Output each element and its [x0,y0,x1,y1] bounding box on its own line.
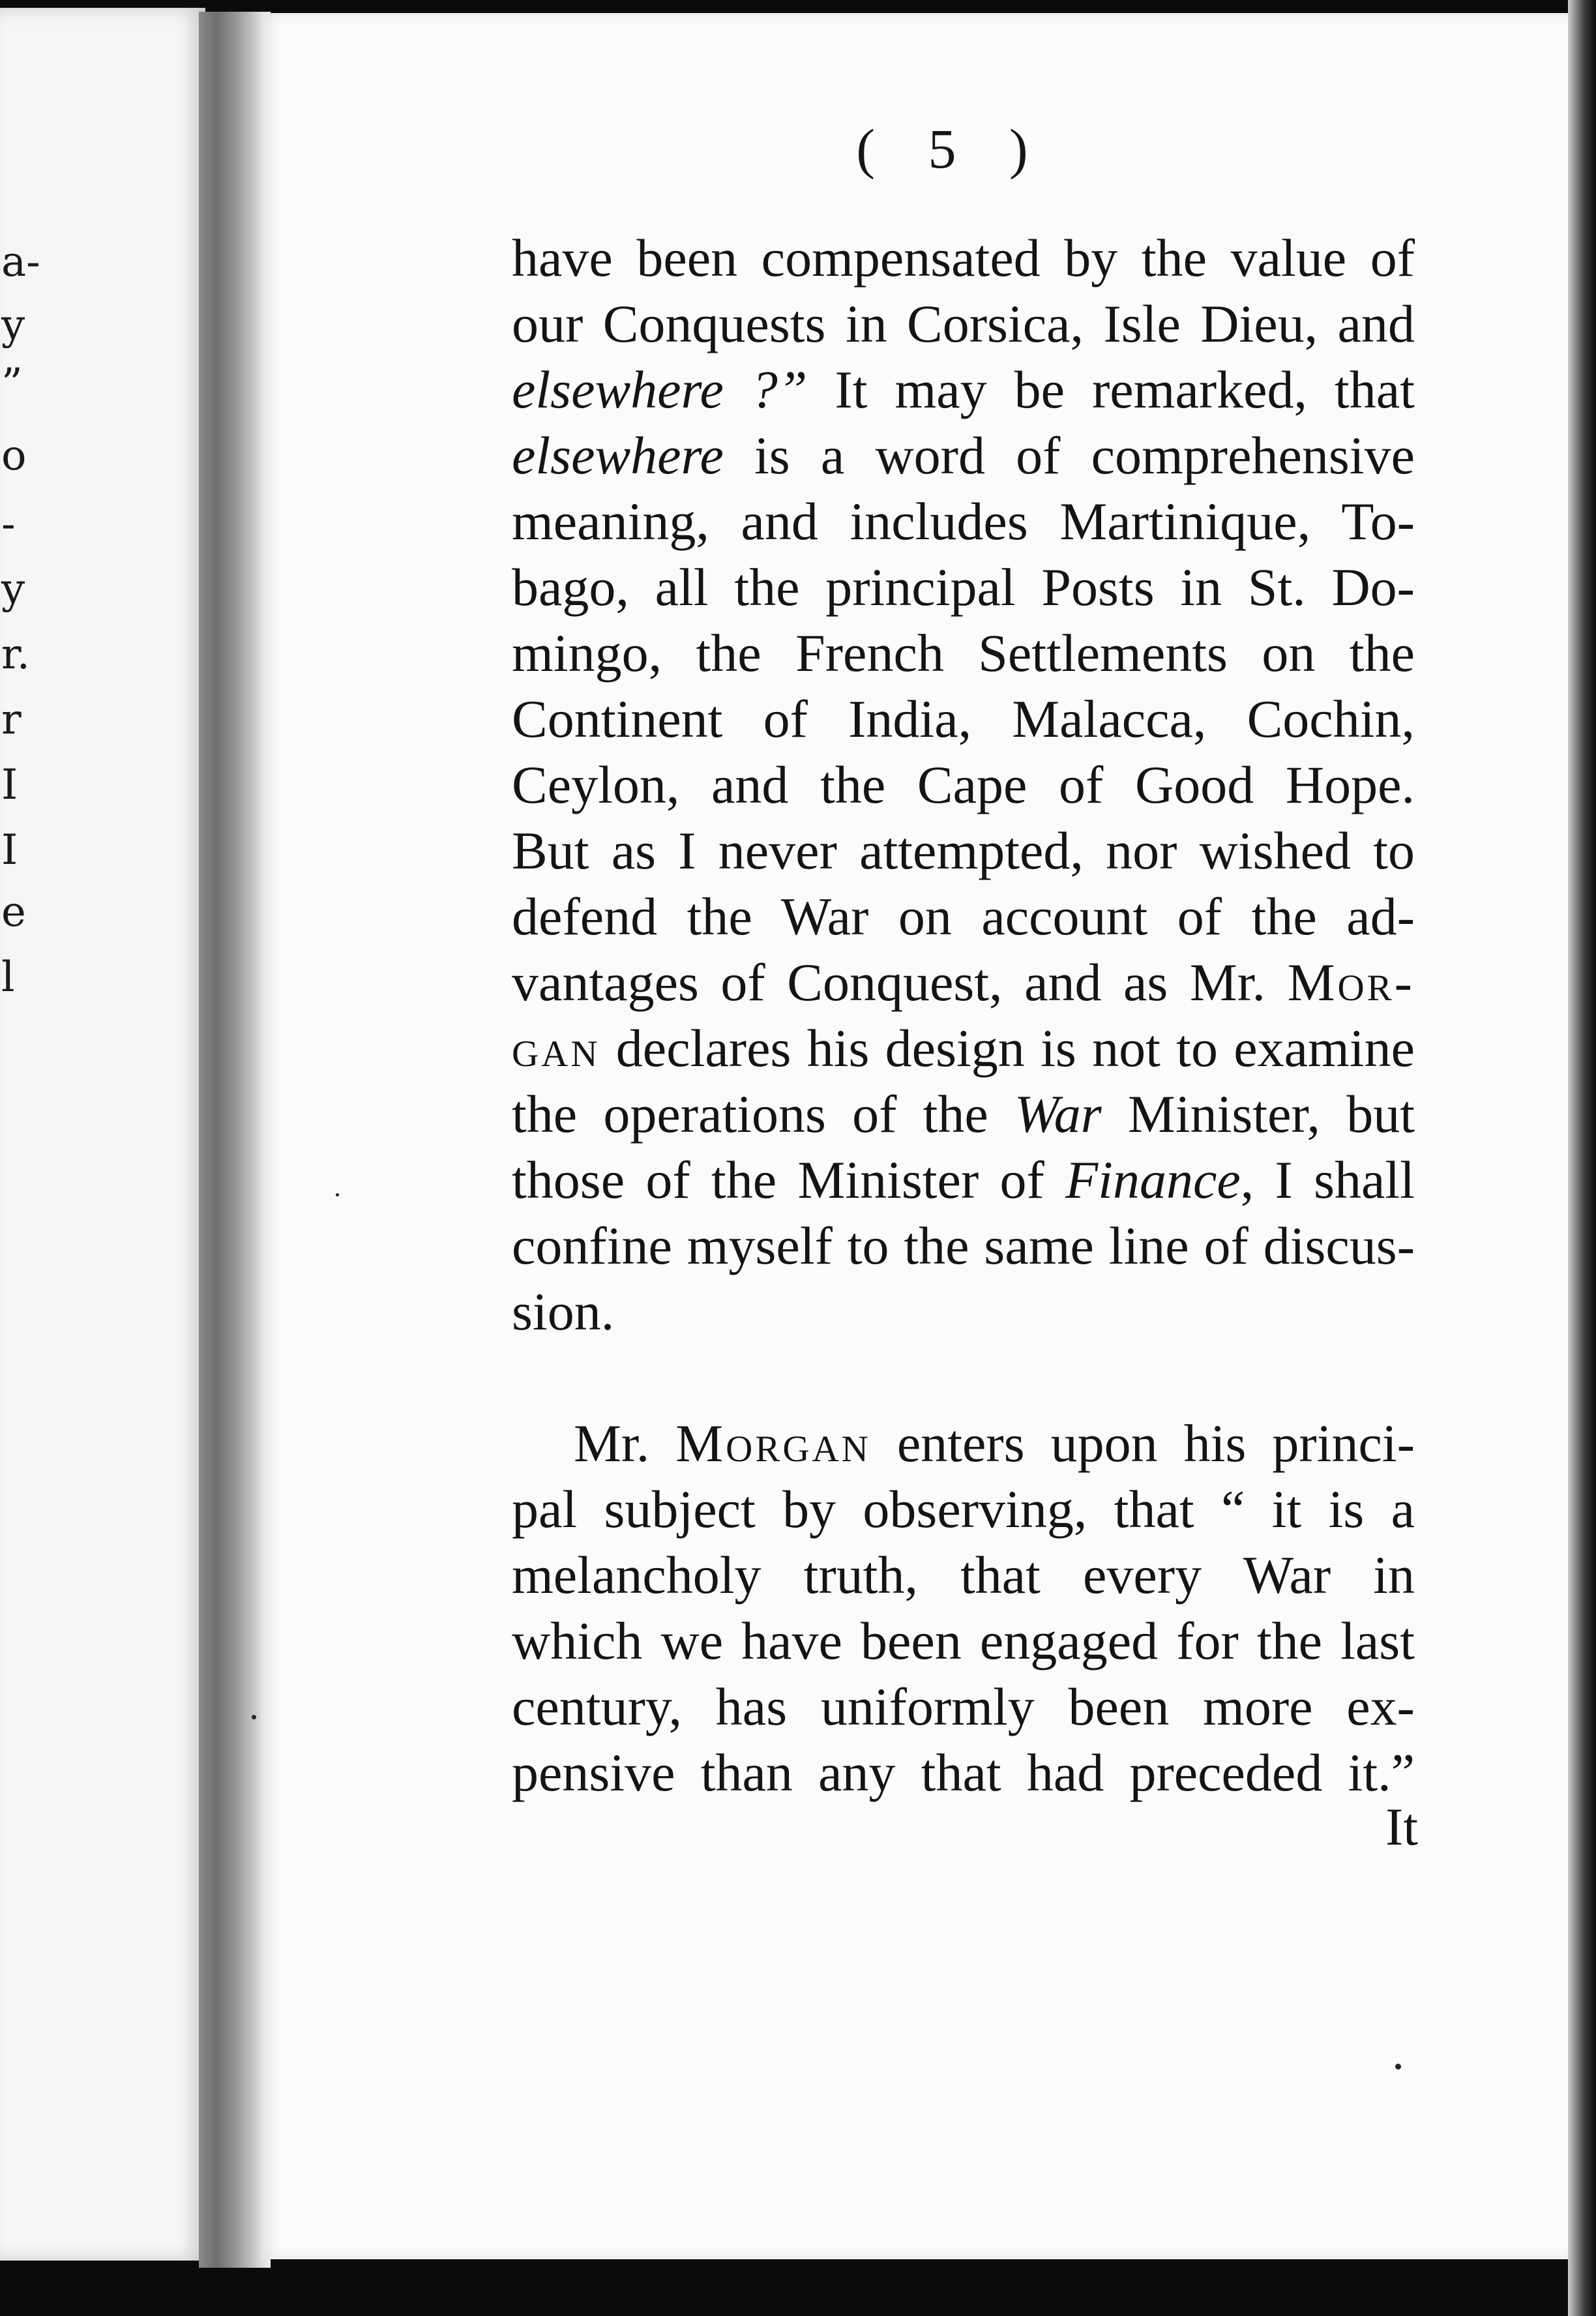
text-run: enters upon his princi- [870,1414,1415,1473]
text-line: pal subject by observing, that “ it is a [512,1479,1415,1539]
text-run: Minister, but [1101,1084,1415,1144]
text-run: the operations of the [512,1084,1015,1144]
text-line: Ceylon, and the Cape of Good Hope. [512,755,1415,814]
small-caps-name: Mor- [1287,953,1415,1012]
text-line [512,1015,1415,1081]
small-caps-name: Morgan [675,1414,871,1473]
text-line: mingo, the French Settlements on the [512,623,1415,683]
ink-speck [336,1193,339,1196]
facing-page-char: r [1,696,22,744]
text-line: meaning, and includes Martinique, To- [512,492,1415,551]
catchword: It [1385,1797,1419,1856]
text-line: melancholy truth, that every War in [512,1545,1415,1605]
text-line: pensive than any that had preceded it.” [512,1743,1415,1802]
text-line [512,1410,1415,1476]
text-line [512,423,1415,488]
small-caps-name: gan [512,1018,600,1078]
italic-word: Finance [1065,1150,1241,1210]
text-line: which we have been engaged for the last [512,1611,1415,1670]
text-run: , I shall [1240,1150,1415,1210]
text-run: Mr. [574,1414,676,1473]
text-line: sion. [512,1282,615,1341]
text-run: It may be remarked, that [807,360,1415,419]
italic-word: elsewhere [512,426,724,485]
ink-speck [1395,2064,1401,2070]
italic-word: War [1014,1084,1102,1144]
facing-page-char: - [1,500,16,548]
facing-page-char: a- [1,238,40,286]
facing-page-char: o [1,432,27,480]
text-run: declares his design is not to examine [600,1018,1415,1078]
book-gutter [199,12,271,2268]
text-run: is a word of comprehensive [723,426,1415,485]
text-run: vantages of Conquest, and as Mr. [512,953,1288,1012]
text-line [512,1147,1415,1213]
page-edge-shadow [1568,0,1596,2316]
text-run: those of the Minister of [512,1150,1066,1210]
facing-page-char: l [1,953,15,1002]
text-line [512,357,1415,423]
text-line [512,1081,1415,1147]
text-line: But as I never attempted, nor wished to [512,821,1415,880]
text-line: Continent of India, Malacca, Cochin, [512,689,1415,749]
text-line: defend the War on account of the ad- [512,887,1415,946]
facing-page-char: I [1,826,18,874]
facing-page-char: y [1,301,25,349]
ink-speck [252,1715,256,1719]
text-line [512,949,1415,1015]
paragraph-gap [512,1344,1415,1410]
body-text [512,225,1415,1805]
facing-page-fragment [0,8,205,2261]
facing-page-char: I [1,761,18,809]
facing-page-char: r. [1,631,30,679]
text-line: have been compensated by the value of [512,228,1415,288]
facing-page-char: y [1,565,25,614]
italic-word: elsewhere ?” [512,360,808,419]
facing-page-line-ends [0,8,40,2261]
text-line: confine myself to the same line of discus- [512,1216,1415,1275]
text-line: bago, all the principal Posts in St. Do- [512,557,1415,617]
text-line: century, has uniformly been more ex- [512,1677,1415,1736]
facing-page-char: ” [1,360,23,408]
facing-page-char: e [1,888,26,936]
page-number: ( 5 ) [856,117,1048,180]
text-line: our Conquests in Corsica, Isle Dieu, and [512,294,1415,353]
